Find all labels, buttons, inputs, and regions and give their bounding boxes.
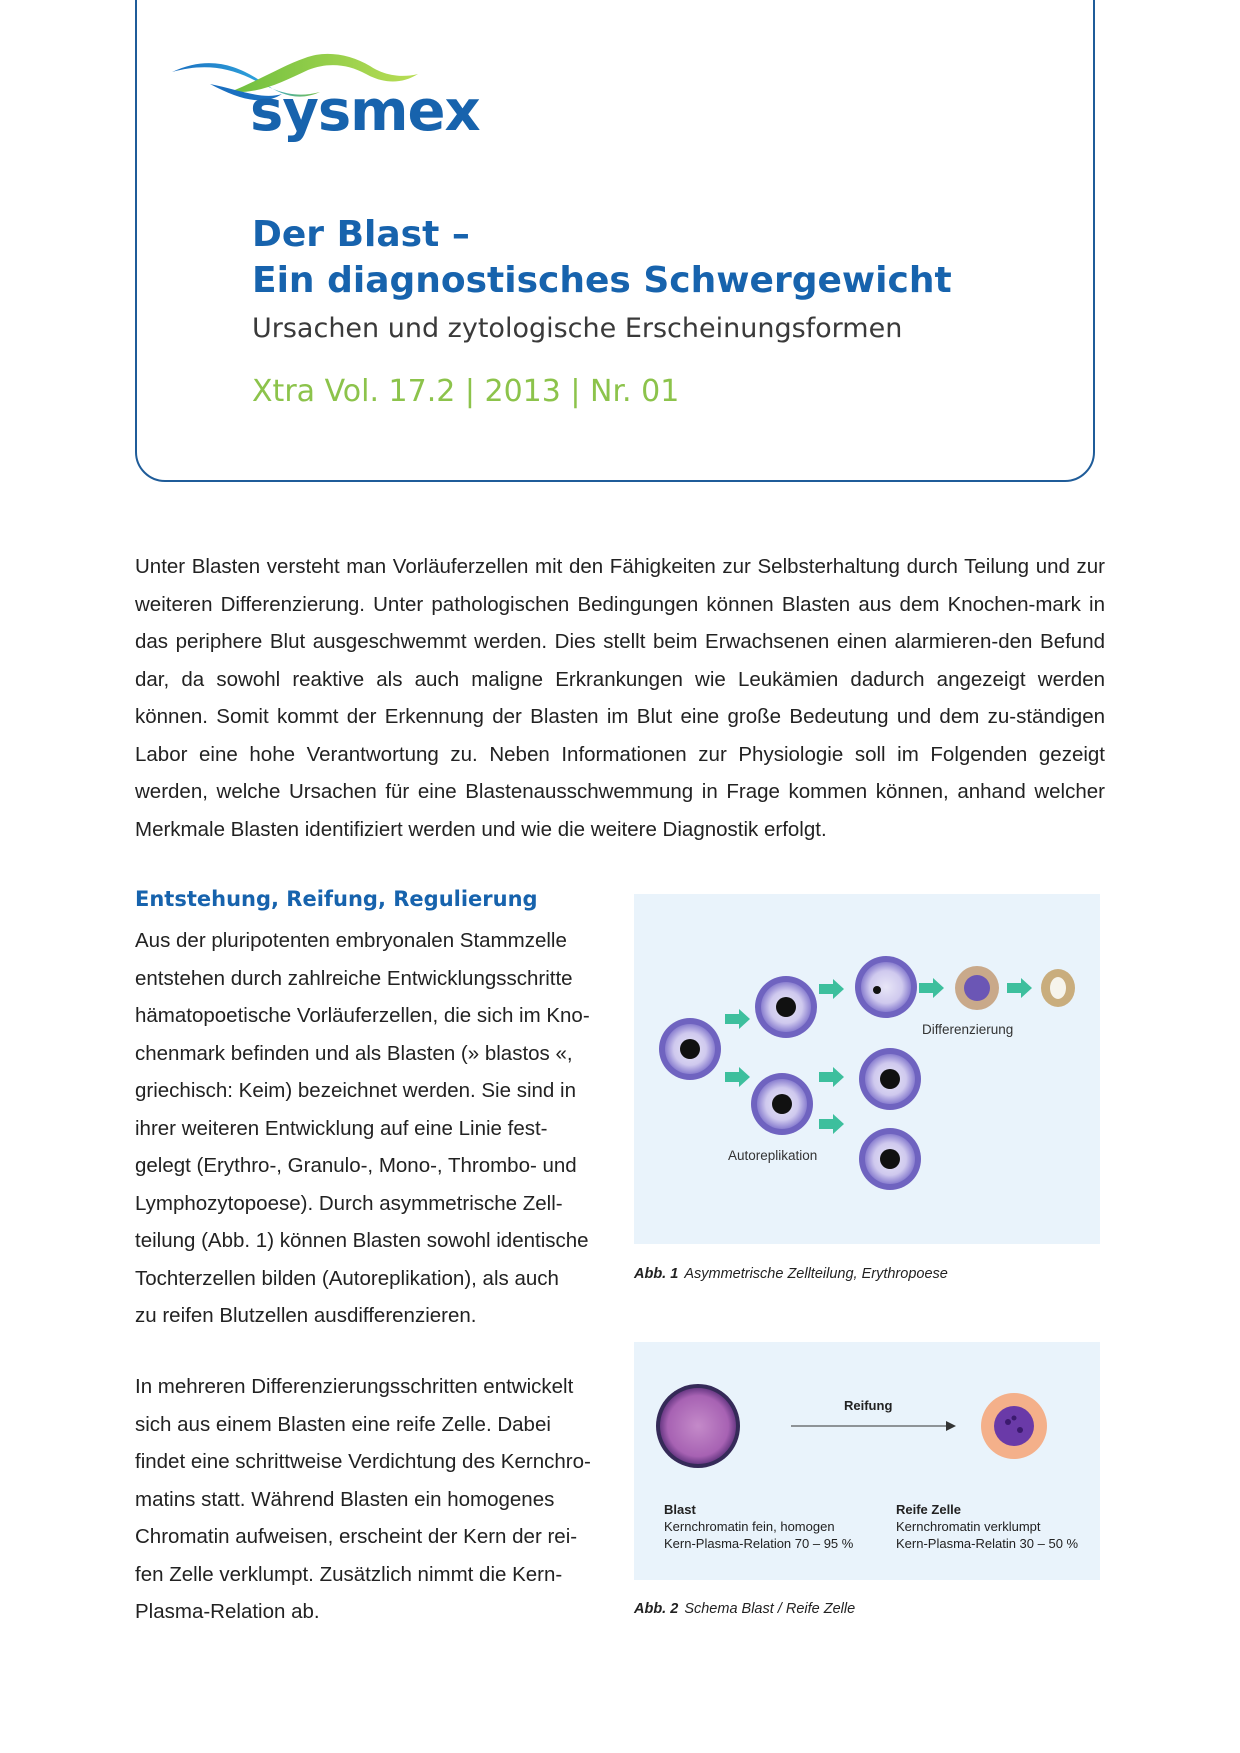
label-autoreplikation: Autoreplikation [728,1148,818,1163]
differentiating-cell-icon [855,956,917,1018]
text-line: Lymphozytopoese). Durch asymmetrische Zell- [135,1191,563,1215]
normoblast-cell-icon [955,966,999,1010]
text-line: zu reifen Blutzellen ausdifferenzieren. [135,1304,477,1327]
figure-2-blast-vs-mature [634,1342,1100,1580]
text-line: chenmark befinden und als Blasten (» blastos «, [135,1041,573,1065]
blast-title: Blast [664,1502,696,1517]
section-paragraph-2 [135,1368,620,1631]
text-line: sich aus einem Blasten eine reife Zelle. Dabei [135,1412,551,1436]
text-line: gelegt (Erythro-, Granulo-, Mono-, Thrombo- und [135,1154,577,1177]
text-line: teilung (Abb. 1) können Blasten sowohl identische [135,1229,589,1252]
text-line: griechisch: Keim) bezeichnet werden. Sie sind in [135,1079,576,1102]
blast-line: Kernchromatin fein, homogen [664,1519,835,1534]
text-line: Tochterzellen bilden (Autoreplikation), als auch [135,1266,559,1290]
sysmex-wordmark: sysmex [250,79,480,144]
arrow-icon [725,1009,750,1029]
mature-description [896,1501,1078,1552]
text-line: ihrer weiteren Entwicklung auf eine Linie fest- [135,1116,548,1140]
page-title [252,212,952,304]
figure-2-caption [634,1601,855,1617]
mature-title: Reife Zelle [896,1502,962,1517]
text-line: matins statt. Während Blasten ein homogenes [135,1487,555,1511]
blast-cell-icon [659,1018,721,1080]
blast-cell-icon [859,1128,921,1190]
title-line-2: Ein diagnostisches Schwergewicht [252,260,952,301]
text-line: findet eine schrittweise Verdichtung des Kernchro- [135,1450,591,1473]
intro-paragraph: Unter Blasten versteht man Vorläuferzellen mit den Fähigkeiten zur Selbsterhaltung durch Teilung und zur weiteren Differenzierung. Unter pathologischen Bedingungen können Blasten aus dem Knochen-mark in das periphere Blut ausgeschwemmt werden. Dies stellt beim Erwachsenen einen alarmieren-den Befund dar, da sowohl reaktive als auch maligne Erkrankungen wie Leukämien dadurch angezeigt werden können. Somit kommt der Erkennung der Blasten im Blut eine große Bedeutung und dem zu-ständigen Labor eine hohe Verantwortung zu. Neben Informationen zur Physiologie soll im Folgenden gezeigt werden, welche Ursachen für eine Blastenausschwemmung in Frage kommen können, anhand welcher Merkmale Blasten identifiziert werden und wie die weitere Diagnostik erfolgt. [135,555,1105,841]
arrow-icon [1007,978,1032,998]
label-reifung: Reifung [844,1398,893,1413]
mature-line: Kernchromatin verklumpt [896,1519,1041,1534]
text-line: fen Zelle verklumpt. Zusätzlich nimmt die Kern- [135,1562,563,1586]
section-paragraph-1 [135,922,620,1335]
caption-number: Abb. 1 [634,1266,679,1282]
mature-line: Kern-Plasma-Relatin 30 – 50 % [896,1536,1079,1551]
erythrocyte-icon [1041,969,1075,1007]
blast-line: Kern-Plasma-Relation 70 – 95 % [664,1536,854,1551]
arrow-icon [725,1067,750,1087]
blast-cell-icon [755,976,817,1038]
mature-cell-icon [981,1393,1047,1459]
caption-number: Abb. 2 [634,1601,679,1617]
caption-text: Schema Blast / Reife Zelle [684,1601,856,1617]
text-line: Plasma-Relation ab. [135,1600,320,1623]
blast-description [664,1501,853,1552]
arrow-icon [819,1067,844,1087]
arrow-icon [919,978,944,998]
label-differenzierung: Differenzierung [922,1022,1014,1037]
page-subtitle: Ursachen und zytologische Erscheinungsformen [252,313,903,344]
blast-cell-icon [656,1384,740,1468]
title-line-1: Der Blast – [252,214,470,255]
text-line: Chromatin aufweisen, erscheint der Kern der rei- [135,1525,578,1548]
text-line: Aus der pluripotenten embryonalen Stammzelle [135,929,567,952]
caption-text: Asymmetrische Zellteilung, Erythropoese [684,1266,948,1282]
arrow-icon [819,979,844,999]
arrow-icon [819,1114,844,1134]
figure-1-caption [634,1266,948,1282]
figure-1-cell-division [634,894,1100,1244]
section-heading: Entstehung, Reifung, Regulierung [135,887,538,911]
arrow-icon [791,1421,956,1431]
issue-info: Xtra Vol. 17.2 | 2013 | Nr. 01 [252,374,680,409]
text-line: In mehreren Differenzierungsschritten entwickelt [135,1375,574,1398]
cell-division-diagram [634,894,1100,1244]
blast-cell-icon [859,1048,921,1110]
text-line: hämatopoetische Vorläuferzellen, die sich im Kno- [135,1004,590,1027]
text-line: entstehen durch zahlreiche Entwicklungsschritte [135,966,573,990]
blast-cell-icon [751,1073,813,1135]
